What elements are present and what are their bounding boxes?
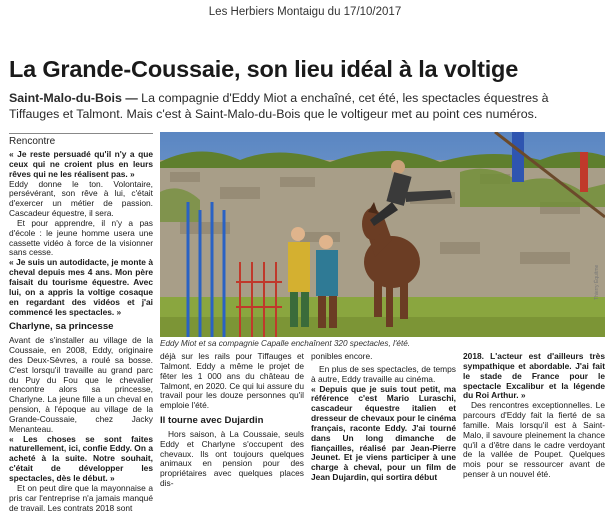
article-column-2 bbox=[160, 352, 304, 489]
lead-text: La compagnie d'Eddy Miot a enchaîné, cet été, les spectacles équestres à Tiffauges et Talmont. Mais c'est à Saint-Malo-du-Bois que le voltigeur met au point ces numéros. bbox=[9, 91, 549, 121]
column3-quote: « Depuis que je suis tout petit, ma référence c'est Mario Luraschi, cascadeur équestre italien et dresseur de chevaux pour le cinéma français, raconte Eddy. J'ai tourné dans Un long dimanche de fiançailles, réalisé par Jean-Pierre Jeunet. Et je viens participer à une charge à cheval, pour un film de Jean Dujardin, qui sortira début bbox=[311, 383, 456, 483]
article-column-1 bbox=[9, 150, 153, 513]
article-lead bbox=[9, 90, 599, 122]
column1-paragraph-2: Et pour apprendre, il n'y a pas d'école : le jeune homme usera une cassette vidéo à force de la visionner sans cesse. bbox=[9, 217, 153, 258]
column1-paragraph-1: Eddy donne le ton. Volontaire, persévérant, son rêve à lui, c'était d'exercer un métier de passion. Cascadeur équestre, il sera. bbox=[9, 178, 153, 219]
rubric-label: Rencontre bbox=[9, 133, 153, 147]
column3-paragraph-1: ponibles encore. bbox=[311, 351, 373, 361]
photo-credit: Thierry Équitme bbox=[594, 264, 600, 300]
column1-quote-3: « Les choses se sont faites naturellement, ici, confie Eddy. On a acheté à la suite. Notre souhait, c'était de développer les spectacles, dès le début. » bbox=[9, 433, 153, 483]
newspaper-source-header: Les Herbiers Montaigu du 17/10/2017 bbox=[208, 6, 402, 18]
column1-quote-2: « Je suis un autodidacte, je monte à cheval depuis mes 4 ans. Mon père faisait du tourisme équestre. Avec lui, on a appris la voltige cosaque en regardant des vidéos et j'ai commencé les spectacles. » bbox=[9, 257, 153, 317]
column1-paragraph-4: Et on peut dire que la mayonnaise a pris car l'entreprise n'a jamais manqué de travail. Les contrats 2018 sont bbox=[9, 482, 153, 513]
article-column-4 bbox=[463, 352, 605, 480]
column2-subhead: Il tourne avec Dujardin bbox=[160, 415, 264, 427]
photo-caption: Eddy Miot et sa compagnie Capalle enchaînent 320 spectacles, l'été. bbox=[160, 339, 411, 348]
column4-quote: 2018. L'acteur est d'ailleurs très sympathique et abordable. J'ai fait le stade de France pour le spectacle Excalibur et la légende du Roi Arthur. » bbox=[463, 351, 605, 401]
column4-paragraph: Des rencontres exceptionnelles. Le parcours d'Eddy fait la fierté de sa famille. Mais lorsqu'il est à Saint-Malo, il savoure pleinement la chance qu'il a d'être dans le cadre verdoyant de la vallée de Poupet. Quelques mois pour se ressourcer avant de penser à un nouvel été. bbox=[463, 400, 605, 480]
column2-paragraph-2: Hors saison, à La Coussaie, seuls Eddy et Charlyne s'occupent des chevaux. Ils ont toujours quelques animaux en pension pour des propriétaires avec quelques places dis- bbox=[160, 428, 304, 489]
column1-subhead: Charlyne, sa princesse bbox=[9, 321, 114, 333]
article-photo-horse-stunt bbox=[160, 132, 605, 337]
column3-paragraph-2: En plus de ses spectacles, de temps à autre, Eddy travaille au cinéma. bbox=[311, 363, 456, 384]
lead-place: Saint-Malo-du-Bois — bbox=[9, 91, 138, 105]
column2-paragraph-1: déjà sur les rails pour Tiffauges et Talmont. Eddy a même le projet de fêter les 1 000 ans du château de Talmont, en 2020. Ce qui lui assure du travail pour les douze personnes qu'il emploie l'été. bbox=[160, 351, 304, 411]
article-headline: La Grande-Coussaie, son lieu idéal à la voltige bbox=[9, 56, 519, 82]
column1-paragraph-3: Avant de s'installer au village de la Coussaie, en 2008, Eddy, originaire des Deux-Sèvres, a roulé sa bosse. C'est lorsqu'il travaille au grand parc du Puy du Fou que le chevalier rencontre alors sa princesse, Charlyne. La jeune fille a un cheval en pension, à l'époque au village de la Grande-Coussaie, chez Jacky Menanteau. bbox=[9, 335, 153, 434]
photo-illustration bbox=[160, 132, 605, 337]
column1-quote-1: « Je reste persuadé qu'il n'y a que ceux qui ne croient plus en leurs rêves qui ne les réalisent pas. » bbox=[9, 149, 153, 179]
article-column-3 bbox=[311, 352, 456, 483]
